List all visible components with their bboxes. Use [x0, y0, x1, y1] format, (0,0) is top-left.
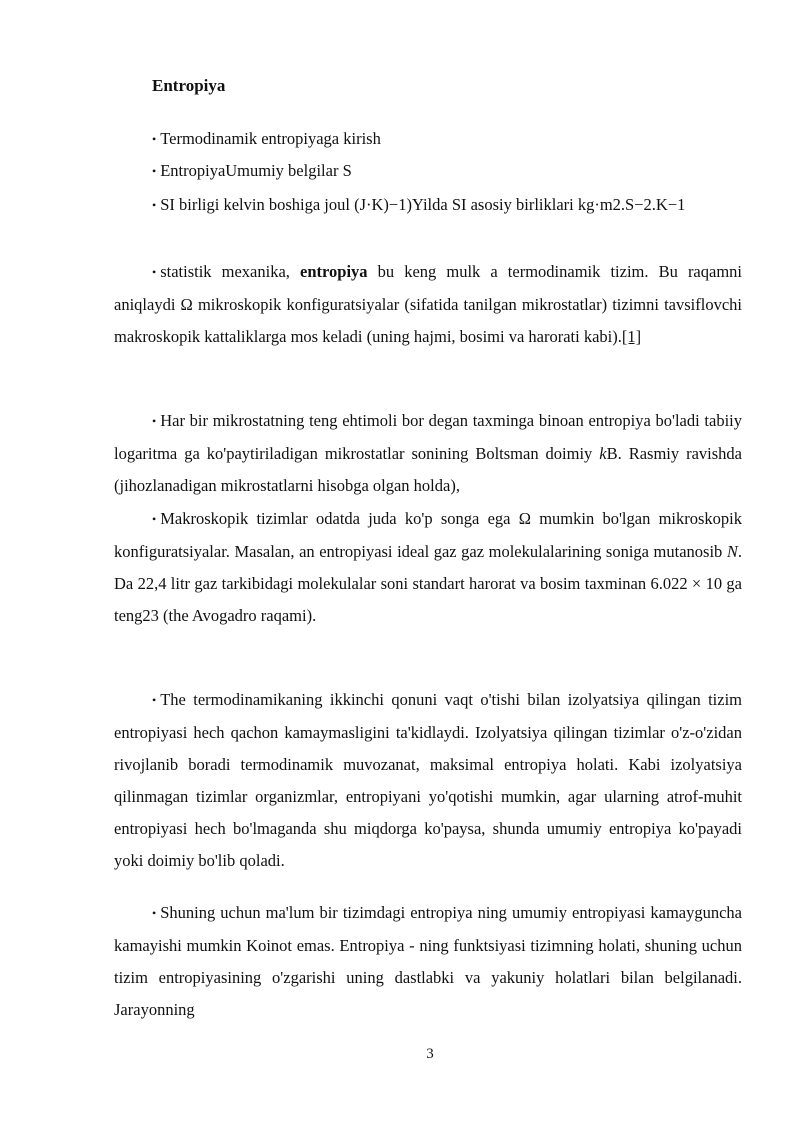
bullet-item-2: • EntropiyaUmumiy belgilar S — [152, 161, 352, 180]
reference-link[interactable]: [1] — [621, 327, 642, 346]
bullet-item-5: • Har bir mikrostatning teng ehtimoli bor degan taxminga binoan entropiya bo'ladi tabiiy logaritma ga ko'paytiriladigan mikrostatlar sonining Boltsman doimiy kB. Rasmiy ravishda (jihozlanadigan mikrostatlarni hisobga olgan holda), — [114, 411, 742, 495]
bullet-item-6: • Makroskopik tizimlar odatda juda ko'p songa ega Ω mumkin bo'lgan mikroskopik konfiguratsiyalar. Masalan, an entropiyasi ideal gaz gaz molekulalarining soniga mutanosib N. Da 22,4 litr gaz tarkibidagi molekulalar soni standart harorat va bosim taxminan 6.022 × 10 ga teng23 (the Avogadro raqami). — [114, 509, 742, 625]
bullet-item-3: • SI birligi kelvin boshiga joul (J·K)−1)Yilda SI asosiy birliklari kg·m2.S−2.K−1 — [152, 195, 686, 214]
bullet-icon: • — [152, 265, 157, 279]
bullet-icon: • — [152, 132, 157, 146]
page-heading: Entropiya — [152, 76, 226, 95]
bullet-icon: • — [152, 198, 157, 212]
bullet-item-4: • statistik mexanika, entropiya bu keng mulk a termodinamik tizim. Bu raqamni aniqlaydi Ω mikroskopik konfiguratsiyalar (sifatida tanilgan mikrostatlar) tizimni tavsiflovchi makroskopik kattaliklarga mos keladi (uning hajmi, bosimi va harorati kabi).[1] — [114, 262, 742, 346]
bullet-icon: • — [152, 164, 157, 178]
bullet-icon: • — [152, 693, 157, 707]
bullet-icon: • — [152, 906, 157, 920]
bullet-icon: • — [152, 414, 157, 428]
bullet-icon: • — [152, 512, 157, 526]
bullet-item-1: • Termodinamik entropiyaga kirish — [152, 129, 381, 148]
bullet-item-8: • Shuning uchun ma'lum bir tizimdagi entropiya ning umumiy entropiyasi kamayguncha kamayishi mumkin Koinot emas. Entropiya - ning funktsiyasi tizimning holati, shuning uchun tizim entropiyasining o'zgarishi uning dastlabki va yakuniy holatlari bilan belgilanadi. Jarayonning — [114, 903, 742, 1019]
page-number: 3 — [426, 1046, 434, 1062]
bullet-item-7: • The termodinamikaning ikkinchi qonuni vaqt o'tishi bilan izolyatsiya qilingan tizim entropiyasi hech qachon kamaymasligini ta'kidlaydi. Izolyatsiya qilingan tizimlar o'z-o'zidan rivojlanib boradi termodinamik muvozanat, maksimal entropiya holati. Kabi izolyatsiya qilinmagan tizimlar organizmlar, entropiyani yo'qotishi mumkin, agar ularning atrof-muhit entropiyasi hech bo'lmaganda shu miqdorga ko'paysa, shunda umumiy entropiya ko'payadi yoki doimiy bo'lib qoladi. — [114, 690, 742, 870]
